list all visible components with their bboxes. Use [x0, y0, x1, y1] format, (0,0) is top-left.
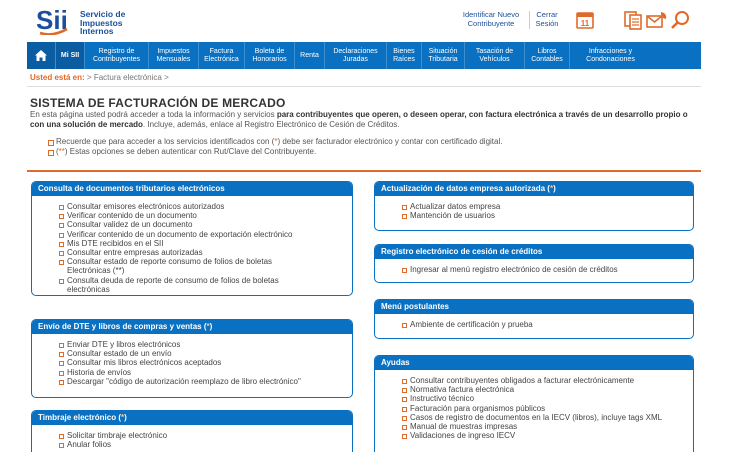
panel-title — [32, 320, 352, 334]
note-item — [48, 147, 502, 157]
nav-impuestos-mensuales[interactable] — [149, 42, 199, 69]
identify-label: Identificar Nuevo — [462, 10, 520, 19]
list-link[interactable]: Descargar "código de autorización reemplazo de libro electrónico" — [59, 377, 352, 386]
panel-title-text: ) — [124, 413, 127, 422]
link-list — [375, 196, 693, 220]
list-link[interactable]: Mis DTE recibidos en el SII — [59, 239, 352, 248]
logo-text-line: Impuestos — [80, 17, 123, 28]
nav-libros-contables[interactable] — [525, 42, 570, 69]
header-divider — [529, 11, 530, 29]
link-list — [32, 196, 352, 294]
panel-title: Ayudas — [375, 356, 693, 370]
accent-divider — [27, 170, 701, 172]
list-link[interactable]: Consultar estado de reporte consumo de folios de boletas Electrónicas (**) — [59, 257, 309, 275]
nav-label: Tasación de — [475, 47, 514, 55]
sii-logo-mark — [36, 5, 70, 35]
asterisk: * — [549, 184, 554, 193]
list-link[interactable]: Instructivo técnico — [402, 394, 693, 403]
nav-mi-sii[interactable] — [56, 42, 85, 69]
divider — [27, 86, 701, 87]
breadcrumb-label: Usted está en: — [30, 73, 85, 82]
breadcrumb — [30, 73, 169, 82]
identify-label: Contribuyente — [467, 19, 515, 28]
logout-label: Cerrar — [536, 10, 558, 19]
nav-boleta-honorarios[interactable] — [245, 42, 295, 69]
intro-bold: para contribuyentes que operen, o deseen operar, con factura electrónica a través de un desarrollo propio o con una solución de mercado — [30, 110, 688, 129]
list-link[interactable]: Enviar DTE y libros electrónicos — [59, 340, 352, 349]
nav-label: Vehículos — [479, 55, 510, 63]
ayudas-panel — [374, 355, 694, 452]
list-link[interactable]: Verificar contenido de un documento de exportación electrónico — [59, 230, 352, 239]
link-list — [32, 334, 352, 386]
list-link[interactable]: Solicitar timbraje electrónico — [59, 431, 352, 440]
link-list — [375, 259, 693, 274]
nav-home[interactable] — [27, 42, 56, 69]
note-item — [48, 137, 502, 147]
envio-dte-panel — [31, 319, 353, 398]
panel-title-text: Actualización de datos empresa autorizada ( — [381, 184, 550, 193]
nav-label: Juradas — [343, 55, 368, 63]
sii-logo[interactable] — [36, 5, 136, 35]
note-text: ) Estas opciones se deben autenticar con Rut/Clave del Contribuyente. — [64, 146, 317, 156]
calendar-icon[interactable] — [574, 10, 596, 30]
note-text: Recuerde que para acceder a los servicios identificados con ( — [56, 137, 275, 146]
home-icon — [35, 50, 47, 61]
panel-title: Menú postulantes — [375, 300, 693, 314]
list-link[interactable]: Ingresar al menú registro electrónico de cesión de créditos — [402, 265, 693, 274]
panel-title: Registro electrónico de cesión de créditos — [375, 245, 693, 259]
site-header — [0, 0, 731, 40]
documents-icon[interactable] — [622, 10, 644, 30]
timbraje-panel — [31, 410, 353, 452]
logo-text-line: Servicio de — [80, 9, 126, 19]
panel-title: Consulta de documentos tributarios electrónicos — [32, 182, 352, 196]
list-link[interactable]: Consultar estado de un envío — [59, 349, 352, 358]
nav-label: Boleta de — [254, 47, 285, 55]
nav-label: Renta — [300, 51, 319, 59]
nav-tasacion-vehiculos[interactable] — [465, 42, 525, 69]
list-link[interactable]: Consultar emisores electrónicos autorizados — [59, 202, 352, 211]
panel-title-text: ) — [553, 184, 556, 193]
notes-list — [48, 137, 502, 156]
list-link[interactable]: Verificar contenido de un documento — [59, 211, 352, 220]
nav-infracciones-condonaciones[interactable] — [570, 42, 651, 69]
postulantes-panel — [374, 299, 694, 339]
logout-label: Sesión — [535, 19, 559, 28]
list-link[interactable]: Normativa factura electrónica — [402, 385, 693, 394]
panel-title-text: Envío de DTE y libros de compras y ventas ( — [38, 322, 207, 331]
nav-label: Situación — [428, 47, 458, 55]
note-text: ( — [56, 146, 59, 156]
intro-text — [30, 110, 702, 129]
nav-label: Declaraciones — [333, 47, 378, 55]
nav-label: Mi SII — [60, 51, 80, 59]
search-icon[interactable] — [670, 10, 692, 30]
actualizacion-panel — [374, 181, 694, 231]
identify-taxpayer-link[interactable] — [459, 10, 523, 28]
nav-label: Tributaria — [428, 55, 458, 63]
list-link[interactable]: Validaciones de ingreso IECV — [402, 431, 693, 440]
list-link[interactable]: Manual de muestras impresas — [402, 422, 693, 431]
nav-label: Contables — [531, 55, 563, 63]
asterisk: * — [206, 322, 210, 331]
logout-link[interactable] — [534, 10, 560, 28]
nav-label: Registro de — [98, 47, 135, 55]
list-link[interactable]: Actualizar datos empresa — [402, 202, 693, 211]
asterisk: * — [274, 137, 278, 146]
nav-label: Electrónica — [204, 55, 239, 63]
list-link[interactable]: Historia de envíos — [59, 368, 352, 377]
nav-label: Factura — [209, 47, 234, 55]
nav-label: Impuestos — [157, 47, 190, 55]
nav-label: Contribuyentes — [92, 55, 141, 63]
list-link[interactable]: Facturación para organismos públicos — [402, 404, 693, 413]
link-list — [32, 425, 352, 449]
intro-part: . Incluye, además, enlace al Registro Electrónico de Cesión de Créditos. — [142, 119, 400, 129]
svg-text:Sii: Sii — [36, 5, 68, 35]
list-link[interactable]: Consultar validez de un documento — [59, 220, 352, 229]
nav-declaraciones-juradas[interactable] — [325, 42, 387, 69]
intro-part: En esta página usted podrá acceder a toda la información y servicios — [30, 110, 277, 119]
sii-logo-text — [80, 10, 125, 36]
nav-label: Raíces — [393, 55, 415, 63]
nav-label: Mensuales — [156, 55, 191, 63]
registro-cesion-panel — [374, 244, 694, 283]
list-link[interactable]: Consultar contribuyentes obligados a facturar electrónicamente — [402, 376, 693, 385]
calendar-day: 11 — [580, 19, 590, 28]
list-link[interactable]: Consultar entre empresas autorizadas — [59, 248, 352, 257]
nav-registro-contribuyentes[interactable] — [85, 42, 149, 69]
panel-title-text: ) — [209, 322, 213, 331]
consulta-dte-panel — [31, 181, 353, 296]
breadcrumb-path[interactable]: > Factura electrónica > — [86, 73, 169, 82]
list-link[interactable]: Anular folios — [59, 440, 352, 449]
list-link[interactable]: Consulta deuda de reporte de consumo de folios de boletas electrónicas — [59, 276, 309, 294]
nav-label: Libros — [537, 47, 557, 55]
panel-title — [375, 182, 693, 196]
note-text: ) debe ser facturador electrónico y contar con certificado digital. — [277, 137, 503, 146]
panel-title-text: Timbraje electrónico ( — [38, 413, 121, 422]
list-link[interactable]: Consultar mis libros electrónicos aceptados — [59, 358, 352, 367]
nav-label: Bienes — [393, 47, 415, 55]
nav-label: Honorarios — [252, 55, 287, 63]
list-link[interactable]: Mantención de usuarios — [402, 211, 693, 220]
link-list — [375, 370, 693, 440]
asterisk: * — [121, 413, 125, 422]
list-link[interactable]: Ambiente de certificación y prueba — [402, 320, 693, 329]
nav-factura-electronica[interactable] — [199, 42, 245, 69]
list-link[interactable]: Casos de registro de documentos en la IECV (libros), incluye tags XML — [402, 413, 672, 422]
panel-title — [32, 411, 352, 425]
nav-label: Condonaciones — [586, 55, 635, 63]
logo-text-line: Internos — [80, 26, 114, 36]
link-list — [375, 314, 693, 329]
mail-phone-icon[interactable] — [646, 10, 668, 30]
nav-bienes-raices[interactable] — [387, 42, 422, 69]
asterisk: ** — [58, 146, 65, 156]
nav-renta[interactable] — [295, 42, 325, 69]
nav-situacion-tributaria[interactable] — [422, 42, 465, 69]
main-nav — [27, 42, 701, 69]
page-title: SISTEMA DE FACTURACIÓN DE MERCADO — [30, 96, 286, 110]
nav-label: Infracciones y — [588, 47, 633, 55]
